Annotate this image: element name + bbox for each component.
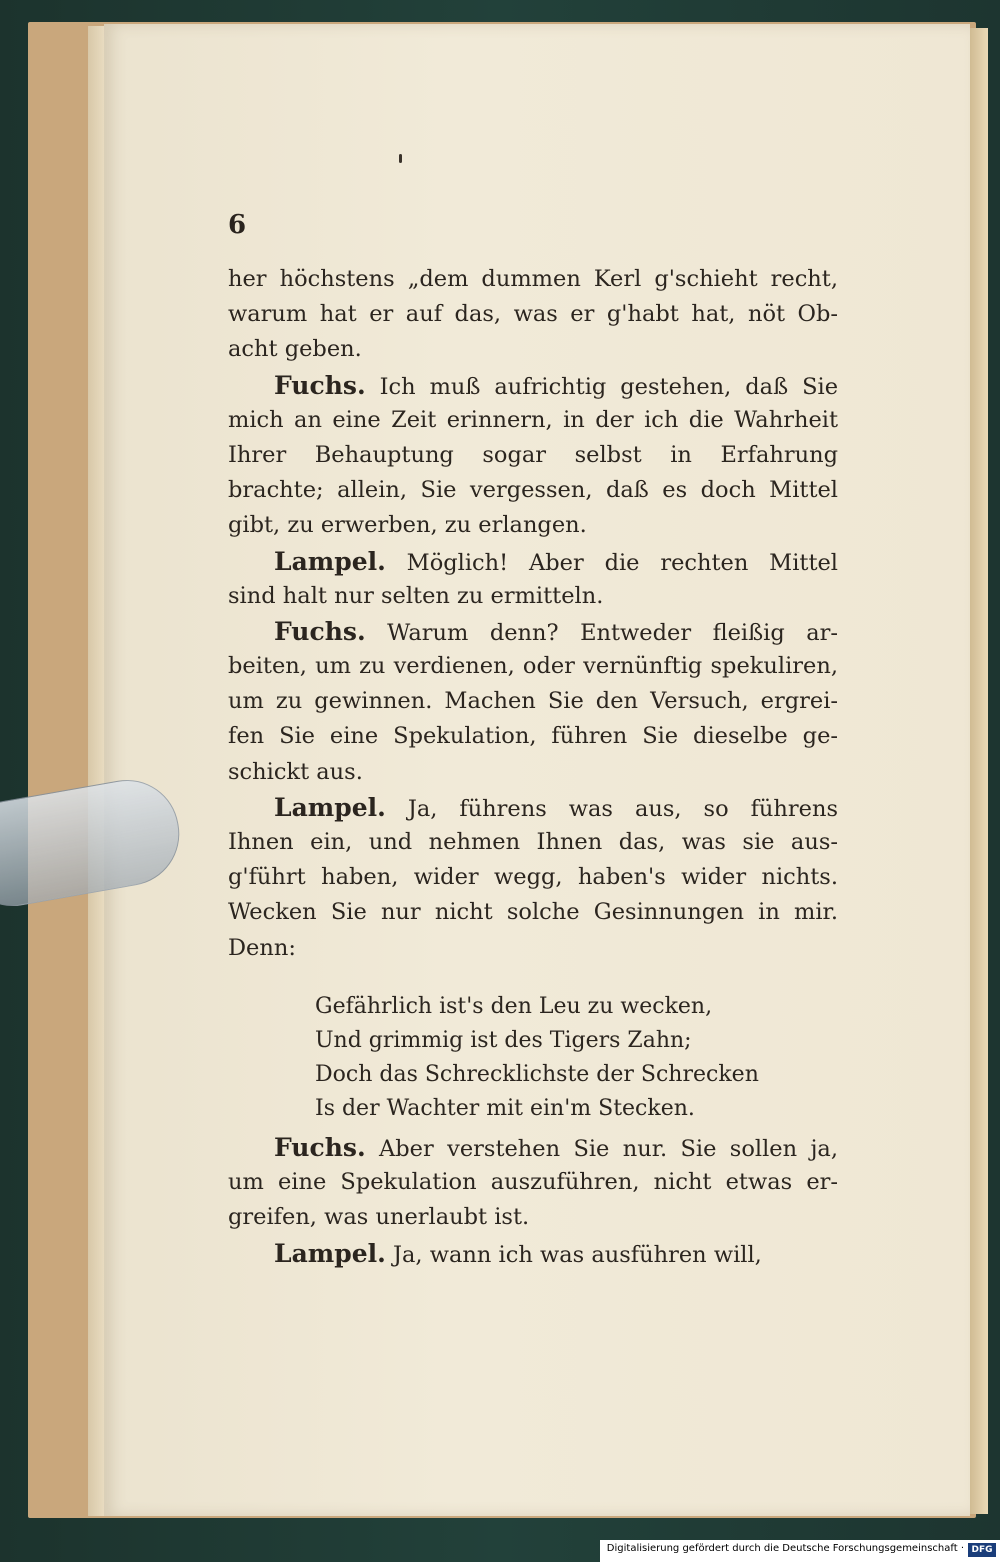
text-line bbox=[228, 544, 838, 579]
dfg-logo: DFG bbox=[968, 1543, 996, 1557]
text-line bbox=[228, 755, 838, 790]
verse-block bbox=[315, 990, 775, 1126]
line-text: fen Sie eine Spekulation, führen Sie dieselbe ge- bbox=[228, 723, 838, 750]
text-line bbox=[228, 825, 838, 860]
dialogue-block-2 bbox=[228, 1130, 838, 1271]
text-line bbox=[228, 1200, 838, 1235]
verse-line: Und grimmig ist des Tigers Zahn; bbox=[315, 1028, 692, 1053]
text-line bbox=[228, 649, 838, 684]
line-text: Ja, wann ich was ausführen will, bbox=[392, 1241, 762, 1268]
text-line bbox=[228, 1130, 838, 1165]
verse-line: Gefährlich ist's den Leu zu wecken, bbox=[315, 994, 713, 1019]
text-line bbox=[228, 684, 838, 719]
text-line bbox=[228, 931, 838, 966]
line-text: acht geben. bbox=[228, 336, 362, 363]
line-text: Warum denn? Entweder fleißig ar- bbox=[387, 619, 838, 646]
text-line bbox=[228, 895, 838, 930]
line-text: um zu gewinnen. Machen Sie den Versuch, ergrei- bbox=[228, 688, 838, 715]
text-line bbox=[228, 614, 838, 649]
text-line bbox=[228, 790, 838, 825]
page-number: 6 bbox=[228, 210, 247, 240]
line-text: sind halt nur selten zu ermitteln. bbox=[228, 582, 604, 609]
line-text: Aber verstehen Sie nur. Sie sollen ja, bbox=[379, 1136, 838, 1162]
text-line bbox=[228, 332, 838, 367]
line-text: Ihrer Behauptung sogar selbst in Erfahrung bbox=[228, 441, 838, 468]
digitization-credit: Digitalisierung gefördert durch die Deutsche Forschungsgemeinschaft · bbox=[606, 1543, 964, 1554]
line-text: Denn: bbox=[228, 934, 296, 961]
ink-mark bbox=[399, 154, 402, 163]
speaker-name: Fuchs. bbox=[274, 1133, 366, 1162]
speaker-name: Lampel. bbox=[274, 1238, 386, 1268]
text-line bbox=[228, 1165, 838, 1200]
line-text: mich an eine Zeit erinnern, in der ich die Wahrheit bbox=[228, 406, 838, 433]
speaker-name: Fuchs. bbox=[274, 616, 366, 646]
text-line bbox=[228, 860, 838, 895]
line-text: schickt aus. bbox=[228, 758, 363, 785]
verse-line: Is der Wachter mit ein'm Stecken. bbox=[315, 1096, 695, 1121]
text-line bbox=[228, 508, 838, 543]
text-line bbox=[228, 297, 838, 332]
line-text: her höchstens „dem dummen Kerl g'schieht recht, bbox=[228, 266, 838, 292]
line-text: gibt, zu erwerben, zu erlangen. bbox=[228, 512, 587, 539]
text-line bbox=[228, 368, 838, 403]
line-text: Möglich! Aber die rechten Mittel bbox=[406, 549, 838, 576]
text-line bbox=[228, 473, 838, 508]
line-text: um eine Spekulation auszuführen, nicht etwas er- bbox=[228, 1169, 838, 1196]
line-text: brachte; allein, Sie vergessen, daß es doch Mittel bbox=[228, 477, 838, 504]
speaker-name: Lampel. bbox=[274, 546, 386, 576]
text-line bbox=[228, 403, 838, 438]
text-line bbox=[228, 1236, 838, 1271]
line-text: Ihnen ein, und nehmen Ihnen das, was sie aus- bbox=[228, 829, 838, 855]
line-text: warum hat er auf das, was er g'habt hat, nöt Ob- bbox=[228, 301, 838, 328]
line-text: beiten, um zu verdienen, oder vernünftig spekuliren, bbox=[228, 653, 838, 680]
line-text: Wecken Sie nur nicht solche Gesinnungen in mir. bbox=[228, 899, 838, 926]
text-line bbox=[228, 438, 838, 473]
verse-line: Doch das Schrecklichste der Schrecken bbox=[315, 1062, 759, 1087]
line-text: Ja, führens was aus, so führens bbox=[407, 795, 839, 822]
speaker-name: Fuchs. bbox=[274, 370, 366, 400]
text-line bbox=[228, 579, 838, 614]
speaker-name: Lampel. bbox=[274, 792, 386, 822]
dialogue-block-1 bbox=[228, 262, 838, 966]
text-line bbox=[228, 262, 838, 297]
line-text: greifen, was unerlaubt ist. bbox=[228, 1204, 530, 1231]
line-text: g'führt haben, wider wegg, haben's wider nichts. bbox=[228, 864, 838, 891]
text-line bbox=[228, 719, 838, 754]
line-text: Ich muß aufrichtig gestehen, daß Sie bbox=[379, 373, 839, 400]
